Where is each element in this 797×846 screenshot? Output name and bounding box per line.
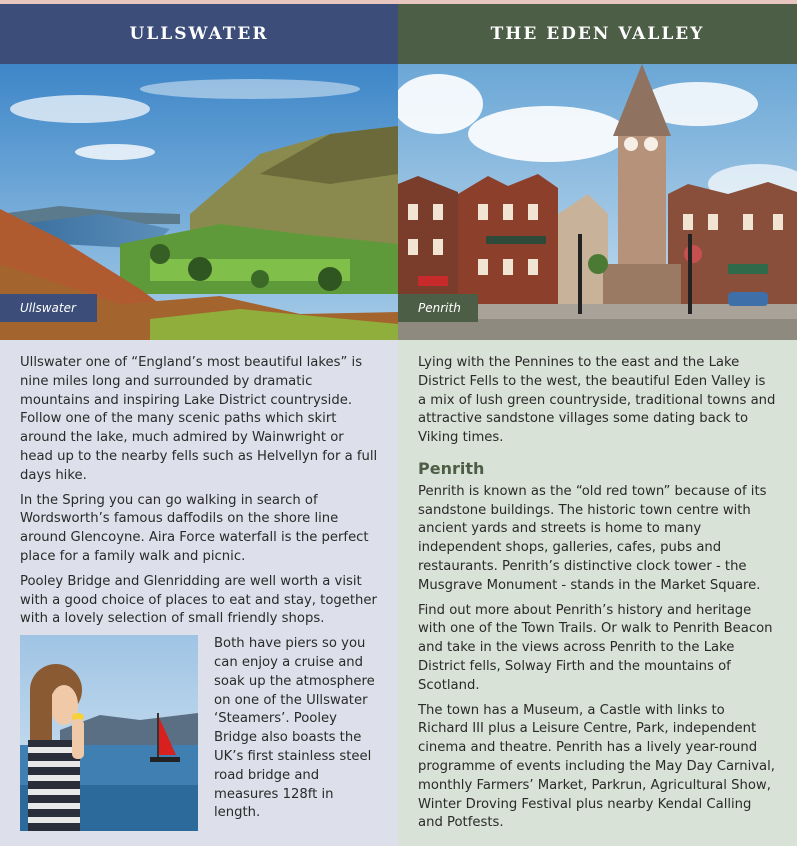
penrith-subheading: Penrith xyxy=(418,458,485,478)
penrith-paragraph-2: Find out more about Penrith’s history and heritage with one of the Town Trails. Or walk to Penrith Beacon and take in the views across Penrith to the Lake District fells, Solway Firth and the mountains of Scotland. xyxy=(418,602,773,693)
ullswater-photo-caption: Ullswater xyxy=(0,294,97,322)
ullswater-paragraph-3: Pooley Bridge and Glenridding are well worth a visit with a good choice of places to eat and stay, together with a lovely selection of small friendly shops. xyxy=(20,573,377,627)
girl-lake-photo xyxy=(20,635,198,831)
eden-valley-column xyxy=(398,4,797,846)
ullswater-inset xyxy=(20,635,378,831)
eden-valley-intro: Lying with the Pennines to the east and the Lake District Fells to the west, the beautiful Eden Valley is a mix of lush green countryside, traditional towns and attractive sandstone villages some dating back to Viking times. xyxy=(418,355,776,446)
penrith-photo xyxy=(398,64,797,340)
penrith-photo-caption: Penrith xyxy=(398,294,478,322)
eden-valley-header: THE EDEN VALLEY xyxy=(398,4,797,64)
penrith-paragraph-1: Penrith is known as the “old red town” because of its sandstone buildings. The historic town centre with ancient yards and streets is home to many independent shops, galleries, cafes, pubs and restaurants. Penrith’s distinctive clock tower - the Musgrave Monument - stands in the Market Square. xyxy=(418,483,767,593)
girl-by-lake-image xyxy=(20,635,198,831)
ullswater-paragraph-2: In the Spring you can go walking in search of Wordsworth’s famous daffodils on the shore line around Glencoyne. Aira Force waterfall is the perfect place for a family walk and picnic. xyxy=(20,492,369,564)
ullswater-column xyxy=(0,4,398,846)
ullswater-paragraph-1: Ullswater one of “England’s most beautiful lakes” is nine miles long and surrounded by dramatic mountains and inspiring Lake District countryside. Follow one of the many scenic paths which skirt around the lake, much admired by Wainwright or head up to the nearby fells such as Helvellyn for a full days hike. xyxy=(20,355,378,483)
ullswater-body xyxy=(0,340,398,831)
ullswater-photo xyxy=(0,64,398,340)
ullswater-inset-text: Both have piers so you can enjoy a cruise and soak up the atmosphere on one of the Ullswater ‘Steamers’. Pooley Bridge also boasts the UK’s first stainless steel road bridge and measures 128ft in length. xyxy=(214,636,375,821)
penrith-paragraph-3: The town has a Museum, a Castle with links to Richard III plus a Leisure Centre, Park, independent cinema and theatre. Penrith has a lively year-round programme of events including the May Day Carnival, monthly Farmers’ Market, Parkrun, Agricultural Show, Winter Droving Festival plus nearby Kendal Calling and Potfests. xyxy=(418,702,775,831)
eden-valley-body xyxy=(398,340,797,833)
ullswater-header: ULLSWATER xyxy=(0,4,398,64)
